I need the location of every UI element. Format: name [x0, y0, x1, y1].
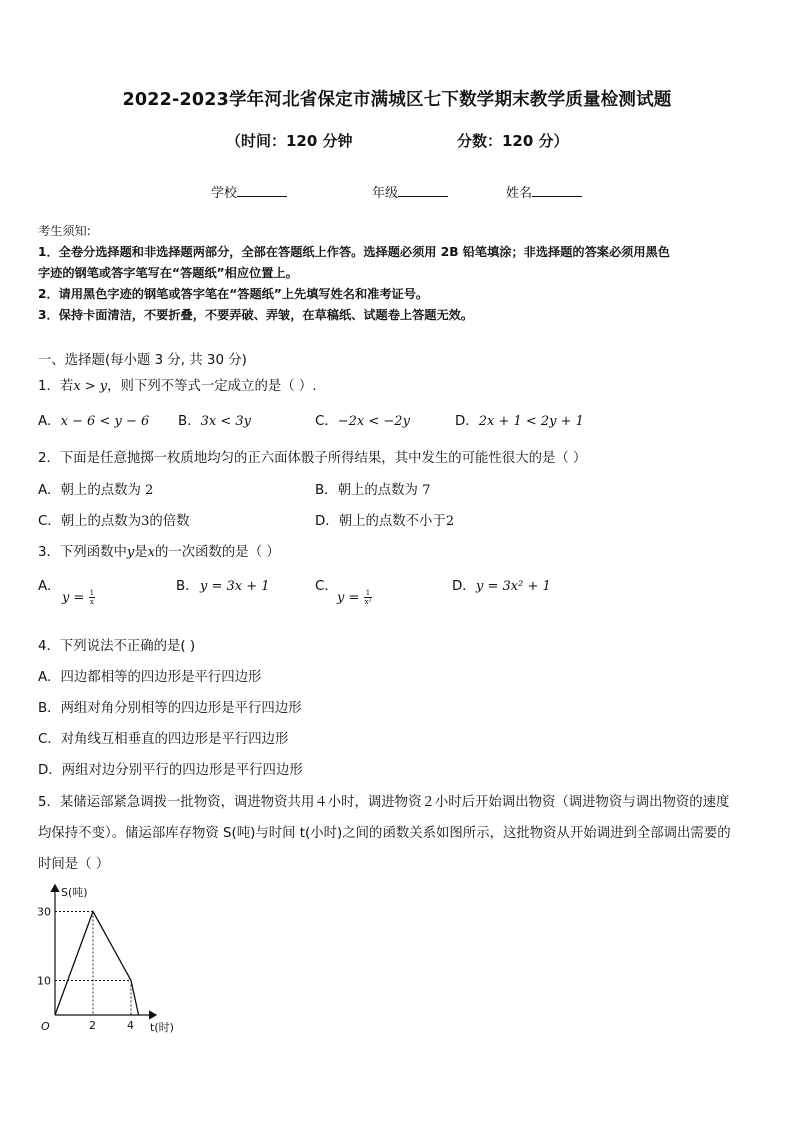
option-label: A． — [38, 414, 61, 429]
option-label: B． — [178, 414, 201, 429]
origin-label: O — [41, 1020, 50, 1033]
school-field — [211, 182, 287, 201]
q3-var-x: x — [147, 545, 155, 560]
q4-option-a: A．四边都相等的四边形是平行四边形 — [38, 670, 262, 685]
option-label: D．朝上的点数不小于 — [315, 514, 446, 529]
q1-option-d — [455, 410, 584, 429]
q1-option-c — [315, 410, 410, 429]
question-3-stem — [38, 541, 280, 560]
q2-option-b — [315, 479, 430, 498]
option-expr: −2x < −2y — [337, 414, 410, 429]
option-expr: y = — [62, 590, 85, 606]
option-label: A．朝上的点数为 — [38, 483, 141, 498]
section-heading: 一、选择题(每小题 3 分, 共 30 分) — [38, 353, 247, 368]
q3-var-y: y — [126, 545, 135, 560]
notice-heading: 考生须知: — [38, 224, 91, 238]
q1-option-a — [38, 410, 149, 429]
option-label: C．朝上的点数为 — [38, 514, 142, 529]
option-value: 2 — [445, 514, 455, 529]
exam-time: （时间：120 分钟 — [226, 132, 353, 150]
option-label: B．朝上的点数为 — [315, 483, 418, 498]
q3-option-a-label: A． — [38, 579, 61, 594]
q3-option-d-expr — [476, 579, 551, 594]
q2-option-a — [38, 479, 153, 498]
q3-option-b-label: B． — [176, 579, 199, 594]
q2-option-c — [38, 510, 190, 529]
question-5-line: 时间是（ ） — [38, 857, 110, 872]
name-label: 姓名 — [506, 186, 533, 201]
y-tick-label: 30 — [37, 905, 51, 919]
fraction-numerator: 1 — [89, 589, 95, 597]
option-expr: y = — [337, 590, 360, 606]
name-blank — [532, 185, 582, 197]
q4-option-c: C．对角线互相垂直的四边形是平行四边形 — [38, 732, 289, 747]
question-5-line: 均保持不变）。储运部库存物资 S(吨)与时间 t(小时)之间的函数关系如图所示，这批物资从开始调进到全部调出需要的 — [38, 826, 731, 841]
school-label: 学校 — [211, 186, 238, 201]
name-field — [506, 182, 582, 201]
x-tick-label: 2 — [89, 1019, 96, 1032]
q1-prefix: 1．若 — [38, 379, 74, 394]
y-axis-label: S(吨) — [61, 886, 88, 899]
option-expr: x − 6 < y − 6 — [60, 414, 150, 429]
fraction — [364, 589, 373, 606]
q2-option-d — [315, 510, 454, 529]
grade-field — [372, 182, 448, 201]
q3-option-b-expr — [200, 579, 270, 594]
question-4-stem: 4．下列说法不正确的是( ) — [38, 639, 196, 654]
option-label: D． — [455, 414, 479, 429]
notice-line: 1．全卷分选择题和非选择题两部分，全部在答题纸上作答。选择题必须用 2B 铅笔填涂；非选择题的答案必须用黑色 — [38, 245, 670, 259]
series-line — [55, 912, 139, 1016]
fraction-denominator: x² — [364, 598, 372, 606]
q3-stem-part: 的一次函数的是（ ） — [154, 545, 280, 560]
question-5-line: 5．某储运部紧急调拨一批物资，调进物资共用４小时，调进物资２小时后开始调出物资（调进物资与调出物资的速度 — [38, 795, 730, 810]
page-title: 2022-2023学年河北省保定市满城区七下数学期末教学质量检测试题 — [122, 90, 672, 110]
question-1-stem — [38, 375, 317, 394]
question-2-stem: 2．下面是任意抛掷一枚质地均匀的正六面体骰子所得结果，其中发生的可能性很大的是（ ） — [38, 451, 587, 466]
fraction-numerator: 1 — [364, 589, 373, 598]
y-tick-label: 10 — [37, 974, 51, 988]
notice-line: 字迹的钢笔或答字笔写在“答题纸”相应位置上。 — [38, 266, 298, 280]
option-expr: 2x + 1 < 2y + 1 — [478, 414, 584, 429]
grade-blank — [398, 185, 448, 197]
q3-option-c-label: C． — [315, 579, 338, 594]
option-expr: 3x < 3y — [200, 414, 251, 429]
q3-option-a-expr — [62, 589, 95, 606]
q3-option-d-label: D． — [452, 579, 476, 594]
notice-line: 3．保持卡面清洁，不要折叠，不要弄破、弄皱，在草稿纸、试题卷上答题无效。 — [38, 308, 474, 322]
option-expr: y = 3x + 1 — [200, 579, 270, 594]
option-value: 3 — [141, 514, 150, 529]
option-suffix: 的倍数 — [149, 514, 190, 529]
fraction-denominator: x — [89, 598, 94, 606]
q1-suffix: ，则下列不等式一定成立的是（ ）. — [107, 379, 317, 394]
q4-option-b: B．两组对角分别相等的四边形是平行四边形 — [38, 701, 302, 716]
option-value: 2 — [145, 483, 154, 498]
grade-label: 年级 — [372, 186, 399, 201]
q1-condition: x > y — [73, 379, 108, 394]
x-axis-label: t(时) — [150, 1021, 174, 1034]
option-value: 7 — [422, 483, 431, 498]
q4-option-d: D．两组对边分别平行的四边形是平行四边形 — [38, 763, 303, 778]
option-label: C． — [315, 414, 338, 429]
storage-time-chart — [28, 880, 198, 1040]
notice-line: 2．请用黑色字迹的钢笔或答字笔在“答题纸”上先填写姓名和准考证号。 — [38, 287, 429, 301]
option-expr: y = 3x² + 1 — [476, 579, 551, 594]
x-tick-label: 4 — [127, 1019, 134, 1032]
school-blank — [237, 185, 287, 197]
q1-option-b — [178, 410, 251, 429]
q3-stem-part: 是 — [134, 545, 148, 560]
q3-stem-part: 3．下列函数中 — [38, 545, 127, 560]
q3-option-c-expr — [337, 589, 372, 606]
fraction — [89, 589, 95, 606]
exam-score: 分数：120 分） — [457, 132, 569, 150]
